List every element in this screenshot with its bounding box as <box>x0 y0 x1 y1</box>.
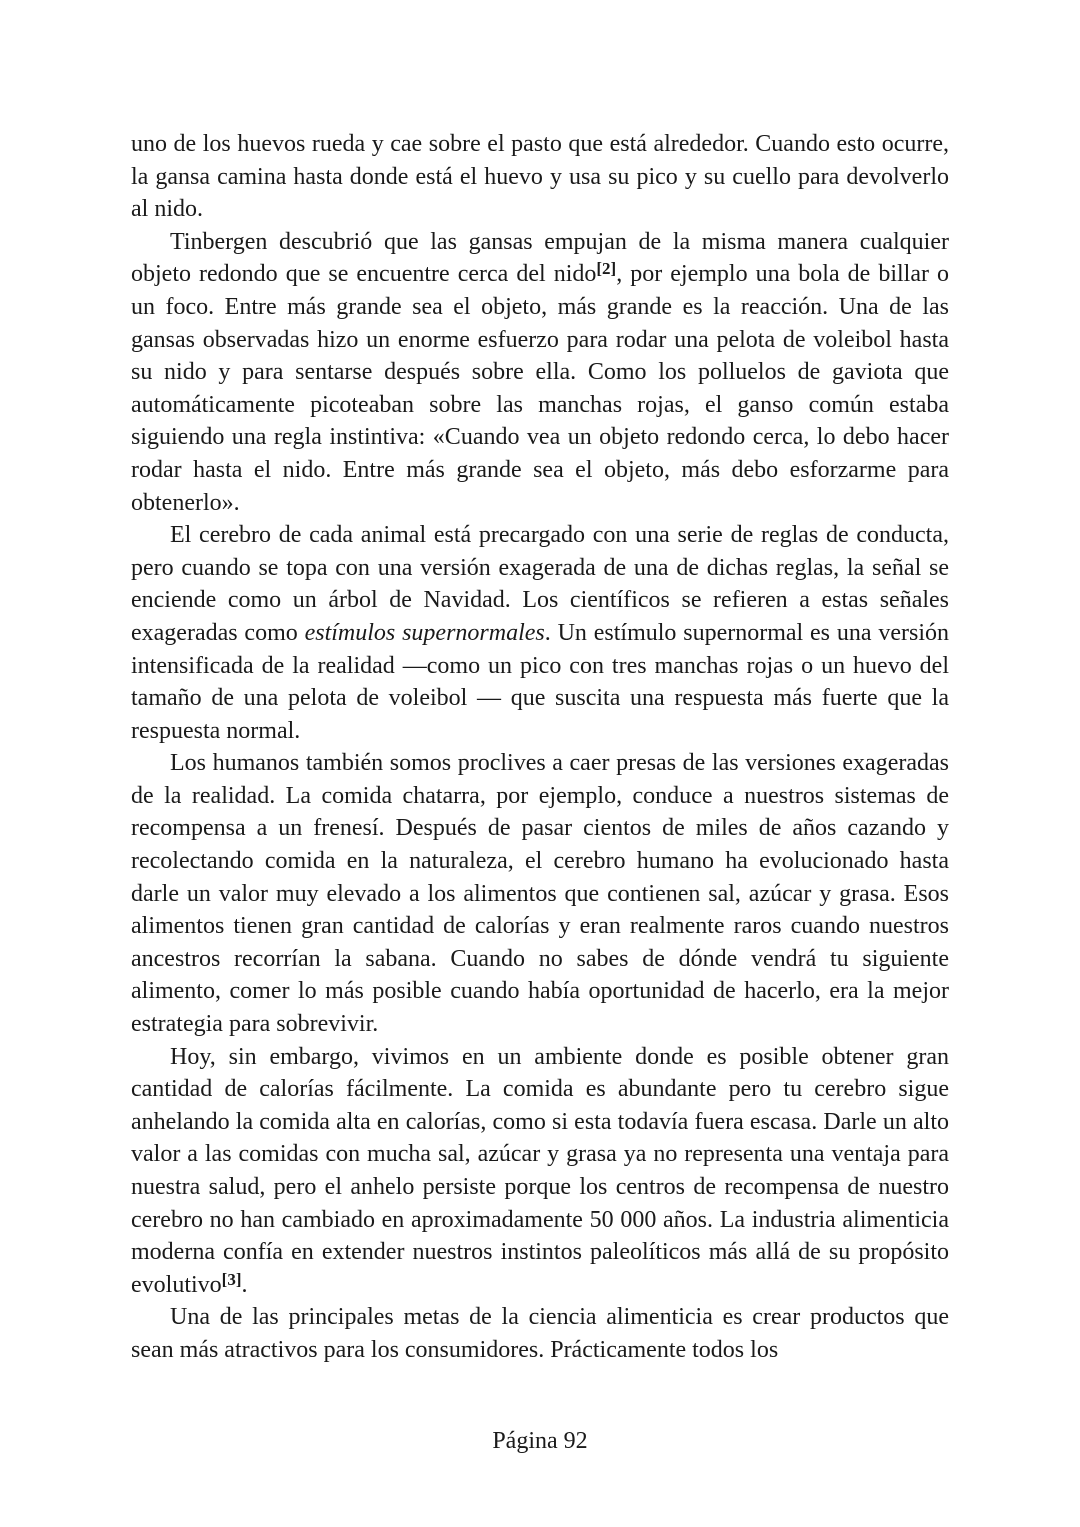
paragraph <box>131 519 949 747</box>
footnote-ref-link[interactable]: [3] <box>221 1269 242 1289</box>
paragraph-text: , por ejemplo una bola de billar o un foco. Entre más grande sea el objeto, más grande es la reacción. Una de las gansas observadas hizo un enorme esfuerzo para rodar una pelota de voleibol hasta su nido y para sentarse después sobre ella. Como los polluelos de gaviota que automáticamente picoteaban sobre las manchas rojas, el ganso común estaba siguiendo una regla instintiva: «Cuando vea un objeto redondo cerca, lo debo hacer rodar hasta el nido. Entre más grande sea el objeto, más debo esforzarme para obtenerlo». <box>131 261 950 516</box>
paragraph <box>131 747 949 1040</box>
paragraph-text: . <box>241 1271 248 1298</box>
paragraph-text: Los humanos también somos proclives a caer presas de las versiones exageradas de la realidad. La comida chatarra, por ejemplo, conduce a nuestros sistemas de recompensa a un frenesí. Después de pasar cientos de miles de años cazando y recolectando comida en la naturaleza, el cerebro humano ha evolucionado hasta darle un valor muy elevado a los alimentos que contienen sal, azúcar y grasa. Esos alimentos tienen gran cantidad de calorías y eran realmente raros cuando nuestros ancestros recorrían la sabana. Cuando no sabes de dónde vendrá tu siguiente alimento, comer lo más posible cuando había oportunidad de hacerlo, era la mejor estrategia para sobrevivir. <box>131 750 949 1038</box>
paragraph-text: Tinbergen descubrió que las gansas empujan de la misma manera cualquier objeto redondo que se encuentre cerca del nido <box>131 228 949 288</box>
paragraph-text: El cerebro de cada animal está precargado con una serie de reglas de conducta, pero cuando se topa con una versión exagerada de una de dichas reglas, la señal se enciende como un árbol de Navidad. Los científicos se refieren a estas señales exageradas como <box>131 522 949 646</box>
paragraph-text: Hoy, sin embargo, vivimos en un ambiente donde es posible obtener gran cantidad de calorías fácilmente. La comida es abundante pero tu cerebro sigue anhelando la comida alta en calorías, como si esta todavía fuera escasa. Darle un alto valor a las comidas con mucha sal, azúcar y grasa ya no representa una ventaja para nuestra salud, pero el anhelo persiste porque los centros de recompensa de nuestro cerebro no han cambiado en aproximadamente 50 000 años. La industria alimenticia moderna confía en extender nuestros instintos paleolíticos más allá de su propósito evolutivo <box>131 1043 949 1298</box>
page-body <box>131 128 949 1367</box>
paragraph <box>131 226 949 519</box>
paragraph-text: uno de los huevos rueda y cae sobre el pasto que está alrededor. Cuando esto ocurre, la gansa camina hasta donde está el huevo y usa su pico y su cuello para devolverlo al nido. <box>131 131 949 223</box>
paragraph-text: Una de las principales metas de la ciencia alimenticia es crear productos que sean más atractivos para los consumidores. Prácticamente todos los <box>131 1304 949 1363</box>
footnote-ref-link[interactable]: [2] <box>596 259 617 279</box>
paragraph-text: . Un estímulo supernormal es una versión intensificada de la realidad —como un pico con tres manchas rojas o un huevo del tamaño de una pelota de voleibol — que suscita una respuesta más fuerte que la respuesta normal. <box>131 619 949 744</box>
page-number: Página 92 <box>492 1428 588 1454</box>
paragraph <box>131 128 949 226</box>
paragraph <box>131 1301 949 1366</box>
paragraph <box>131 1041 949 1302</box>
emphasized-term: estímulos supernormales <box>304 619 545 646</box>
